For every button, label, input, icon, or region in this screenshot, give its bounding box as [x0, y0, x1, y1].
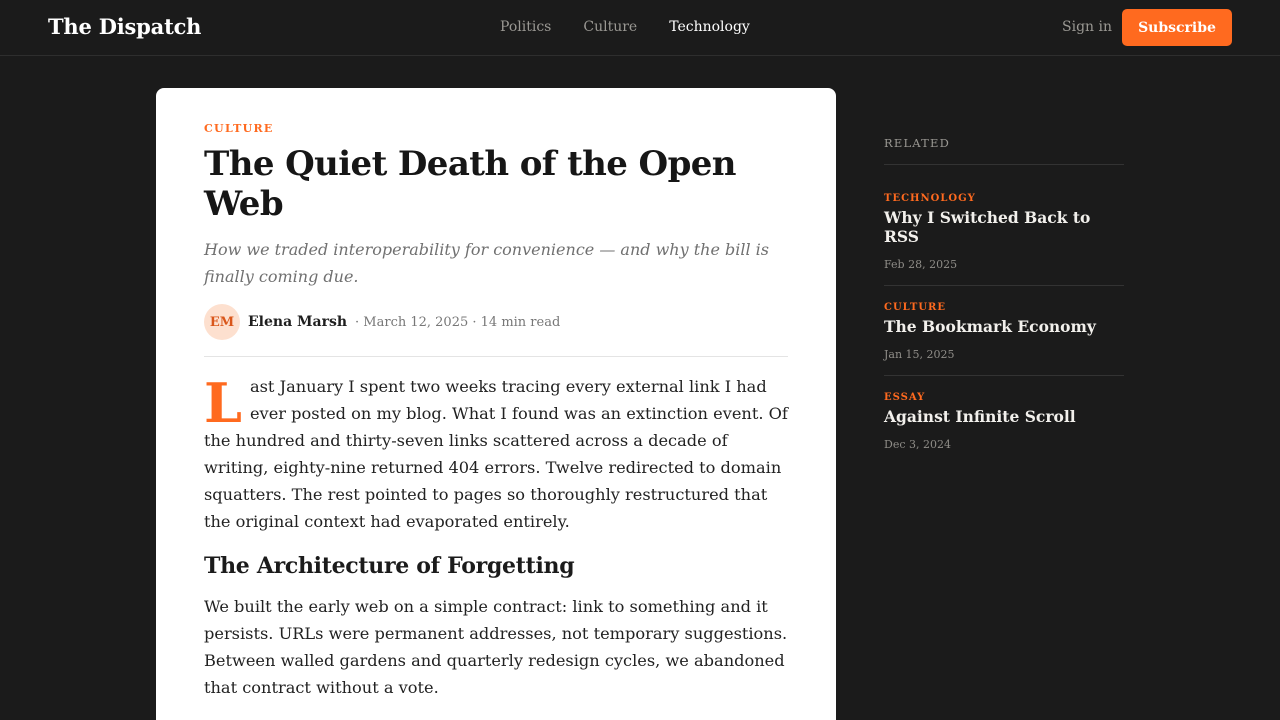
related-category: TECHNOLOGY	[884, 193, 976, 204]
related-category: CULTURE	[884, 302, 946, 313]
byline-divider	[204, 356, 788, 357]
related-category: ESSAY	[884, 392, 926, 403]
subscribe-button[interactable]: Subscribe	[1122, 9, 1232, 46]
nav-item-culture[interactable]: Culture	[583, 19, 638, 35]
main-nav	[500, 19, 750, 35]
article-deck: How we traded interoperability for convenience — and why the bill is finally coming due.	[204, 240, 770, 286]
byline	[204, 304, 788, 340]
author-avatar[interactable]: EM	[204, 304, 240, 340]
related-sidebar	[884, 136, 1124, 465]
paragraph-text: ast January I spent two weeks tracing every external link I had ever posted on my blog. What I found was an extinction event. Of the hundred and thirty-seven links scattered across a decade of writing, eighty-nine returned 404 errors. Twelve redirected to domain squatters. The rest pointed to pages so thoroughly restructured that the original context had evaporated entirely.	[204, 377, 788, 531]
related-title[interactable]: The Bookmark Economy	[884, 317, 1096, 336]
article-paragraph-2: We built the early web on a simple contract: link to something and it persists. URLs were permanent addresses, not temporary suggestions. Between walled gardens and quarterly redesign cycles, we abandoned that contract without a vote.	[204, 597, 788, 697]
article-category[interactable]: CULTURE	[204, 122, 274, 135]
site-logo[interactable]: The Dispatch	[48, 14, 202, 39]
author-name[interactable]: Elena Marsh	[248, 314, 348, 330]
related-heading: RELATED	[884, 136, 1124, 165]
related-date: Dec 3, 2024	[884, 438, 951, 451]
section-heading: The Architecture of Forgetting	[204, 553, 575, 579]
related-date: Feb 28, 2025	[884, 258, 958, 271]
related-item[interactable]	[884, 376, 1124, 465]
nav-item-politics[interactable]: Politics	[500, 19, 552, 35]
article-headline: The Quiet Death of the Open Web	[204, 144, 736, 224]
related-title[interactable]: Why I Switched Back to RSS	[884, 208, 1091, 246]
nav-item-technology[interactable]: Technology	[669, 19, 750, 35]
article-meta: · March 12, 2025 · 14 min read	[355, 314, 561, 330]
article-paragraph	[204, 373, 788, 535]
sign-in-link[interactable]: Sign in	[1062, 19, 1112, 35]
related-item[interactable]	[884, 286, 1124, 376]
article-card	[156, 88, 836, 720]
top-navigation-bar	[0, 0, 1280, 56]
drop-cap: L	[204, 371, 242, 435]
related-date: Jan 15, 2025	[884, 348, 955, 361]
related-title[interactable]: Against Infinite Scroll	[884, 407, 1076, 426]
related-item[interactable]	[884, 165, 1124, 286]
